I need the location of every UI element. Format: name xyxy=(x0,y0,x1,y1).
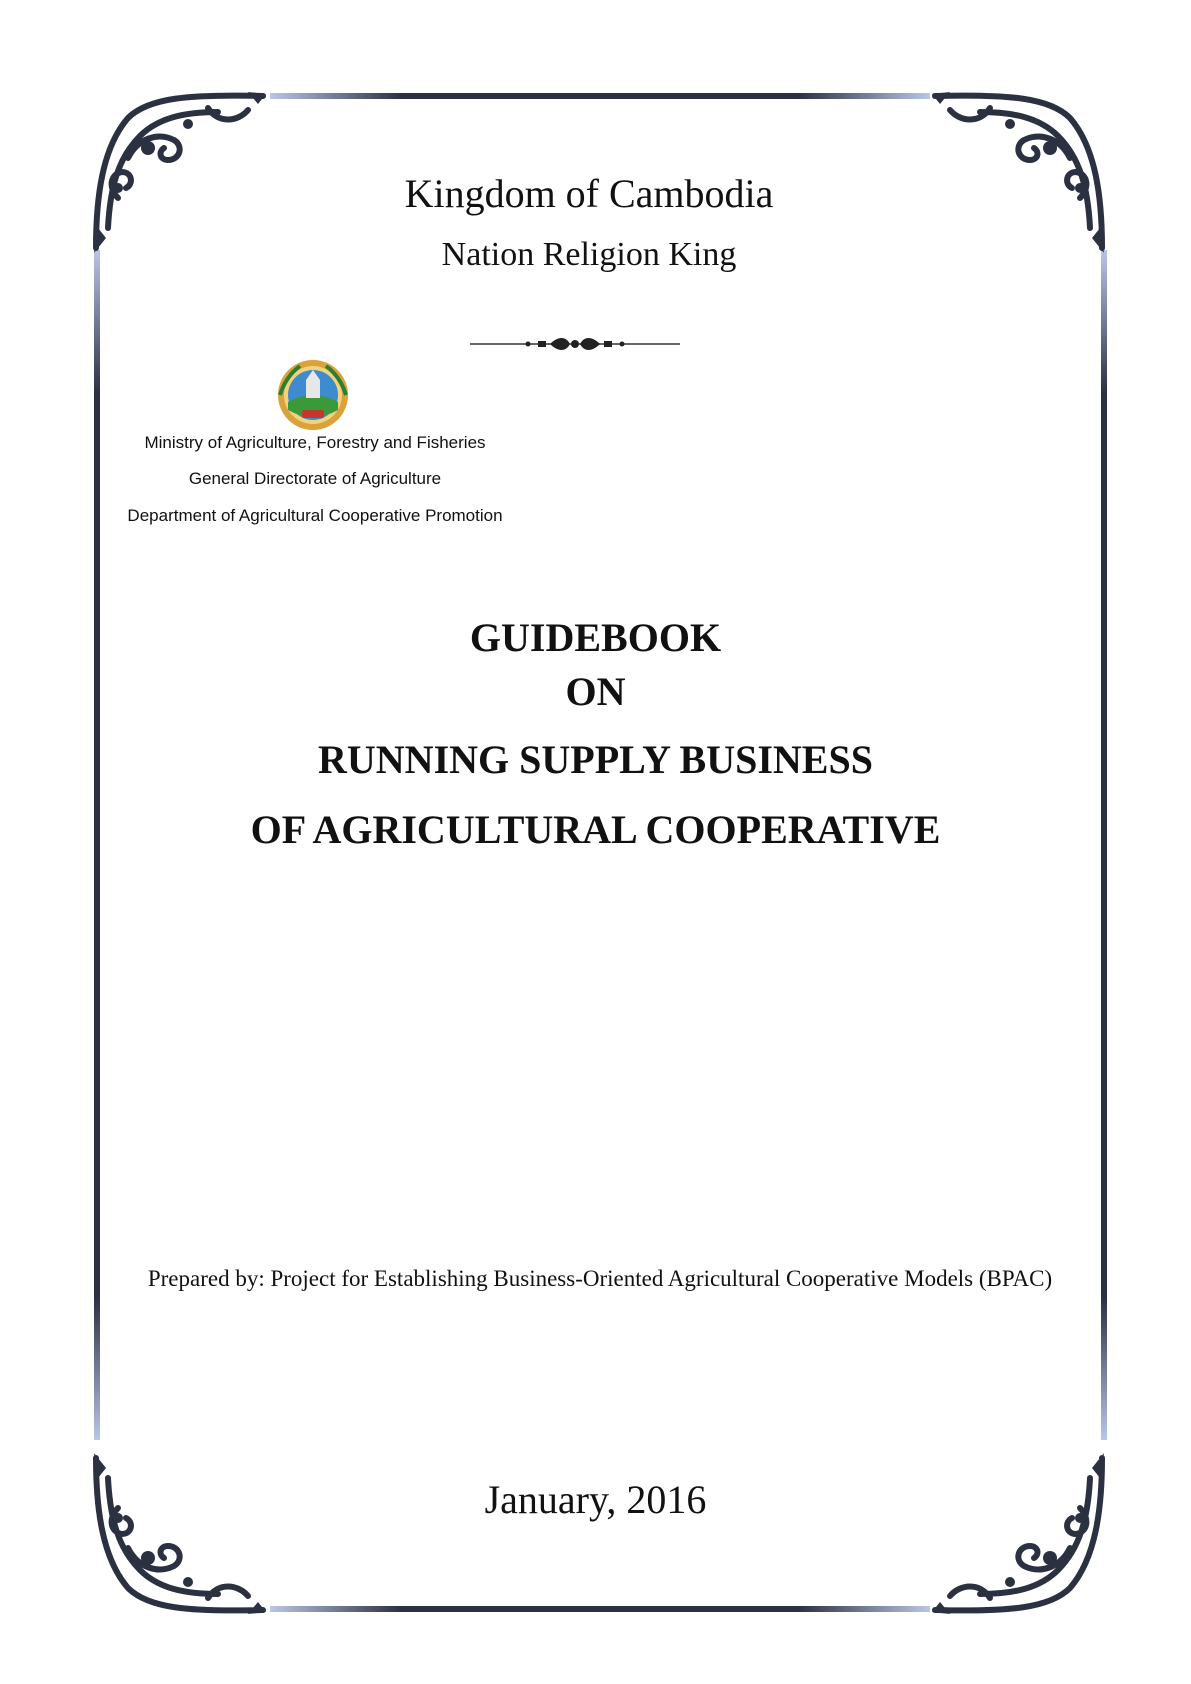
corner-ornament-bottom-left xyxy=(88,1448,278,1618)
frame-top-border xyxy=(270,93,930,99)
ministry-emblem xyxy=(276,358,350,432)
ministry-name: Ministry of Agriculture, Forestry and Fisheries xyxy=(144,433,486,452)
title-line-3: RUNNING SUPPLY BUSINESS xyxy=(318,737,873,782)
frame-bottom-border xyxy=(270,1606,930,1612)
title-line-2: ON xyxy=(565,669,626,714)
publication-date: January, 2016 xyxy=(484,1477,707,1522)
ornamental-divider xyxy=(470,334,680,354)
prepared-by: Prepared by: Project for Establishing Business-Oriented Agricultural Cooperative Models (BPAC) xyxy=(147,1266,1053,1291)
directorate-name: General Directorate of Agriculture xyxy=(188,469,442,488)
title-line-4: OF AGRICULTURAL COOPERATIVE xyxy=(250,807,941,852)
country-heading: Kingdom of Cambodia xyxy=(404,171,774,216)
title-line-1: GUIDEBOOK xyxy=(469,615,722,660)
national-motto: Nation Religion King xyxy=(441,236,737,273)
corner-ornament-bottom-right xyxy=(920,1448,1110,1618)
department-name: Department of Agricultural Cooperative Promotion xyxy=(127,506,503,525)
